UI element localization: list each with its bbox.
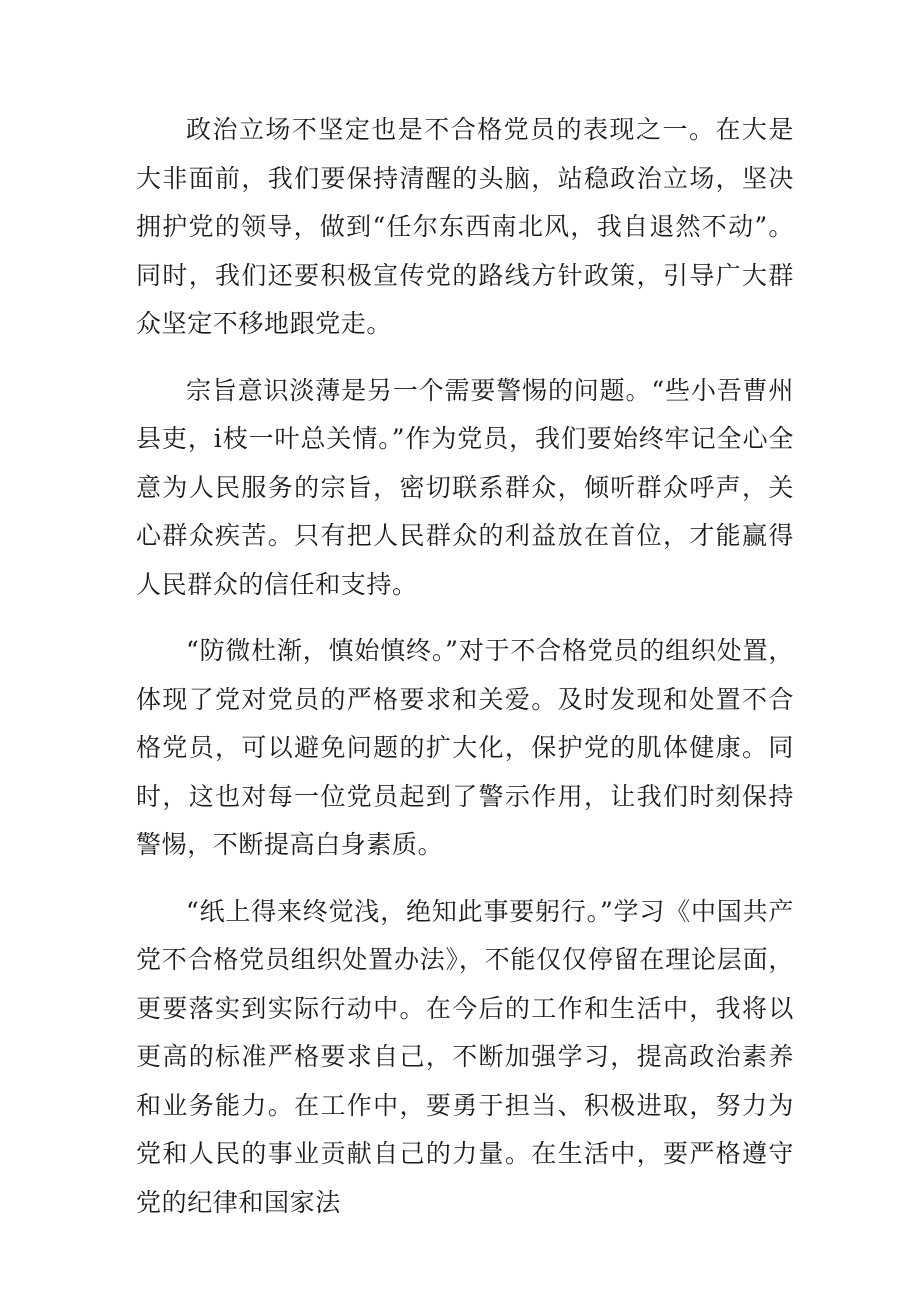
paragraph-purpose-awareness: 宗旨意识淡薄是另一个需要警惕的问题。“些小吾曹州县吏，i枝一叶总关情。”作为党员，我们要始终牢记全心全意为人民服务的宗旨，密切联系群众，倾听群众呼声，关心群众疾苦。只有把人民群众的利益放在首位，才能赢得人民群众的信任和支持。 bbox=[136, 375, 794, 599]
paragraph-practice: “纸上得来终觉浅，绝知此事要躬行。”学习《中国共产党不合格党员组织处置办法》，不能仅仅停留在理论层面，更要落实到实际行动中。在今后的工作和生活中，我将以更高的标准严格要求自己，不断加强学习，提高政治素养和业务能力。在工作中，要勇于担当、积极进取，努力为党和人民的事业贡献自己的力量。在生活中，要严格遵守党的纪律和国家法 bbox=[136, 896, 794, 1217]
paragraph-political-stance: 政治立场不坚定也是不合格党员的表现之一。在大是大非面前，我们要保持清醒的头脑，站稳政治立场，坚决拥护党的领导，做到“任尔东西南北风，我自退然不动”。同时，我们还要积极宣传党的路线方针政策，引导广大群众坚定不移地跟党走。 bbox=[136, 115, 794, 338]
paragraph-prevention: “防微杜渐，慎始慎终。”对于不合格党员的组织处置，体现了党对党员的严格要求和关爱。及时发现和处置不合格党员，可以避免问题的扩大化，保护党的肌体健康。同时，这也对每一位党员起到了警示作用，让我们时刻保持警惕，不断提高白身素质。 bbox=[136, 636, 794, 859]
document-body bbox=[136, 106, 794, 1245]
